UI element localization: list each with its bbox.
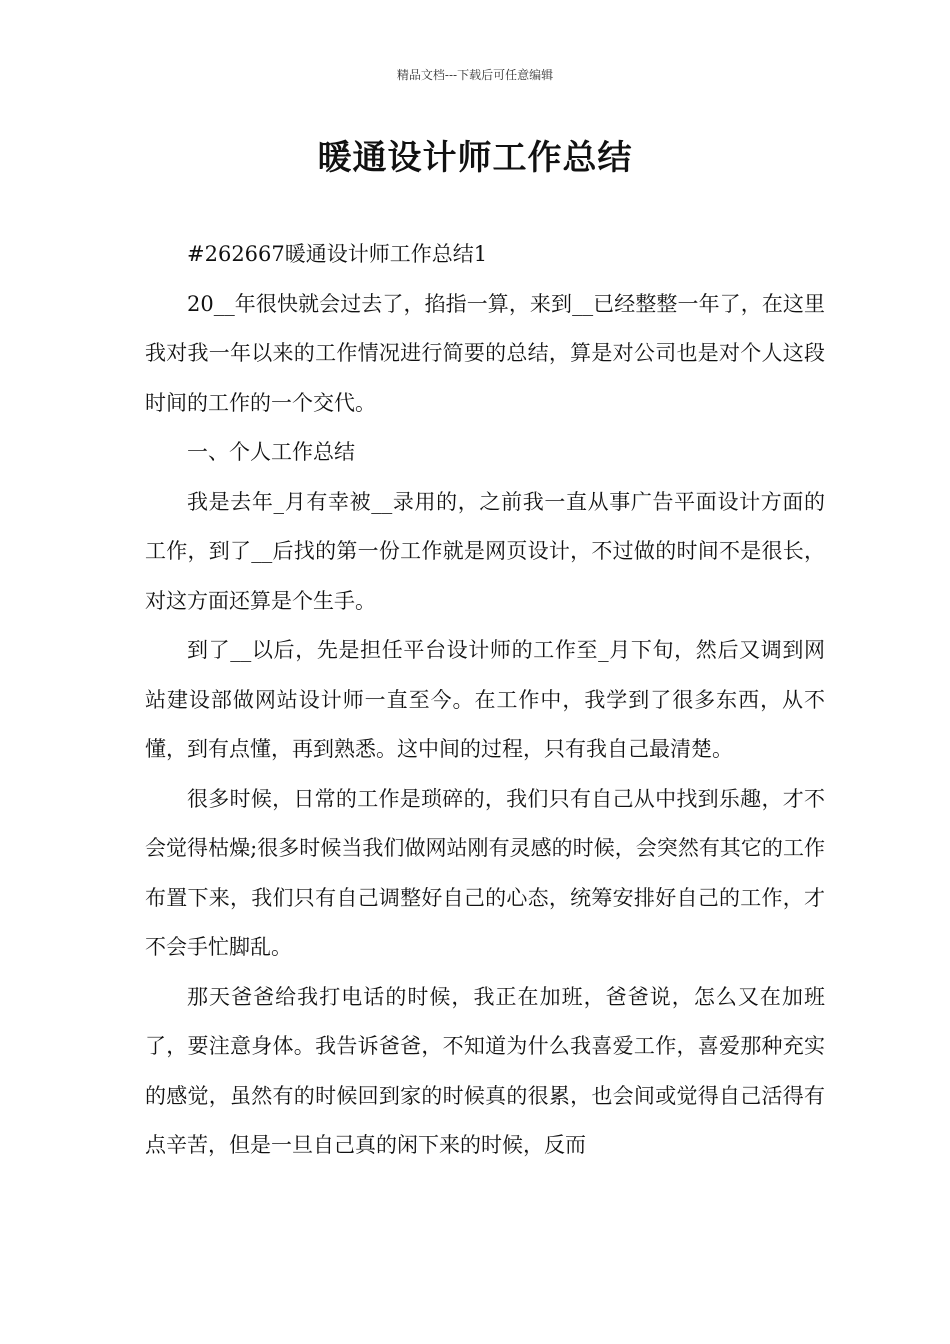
paragraph: 很多时候，日常的工作是琐碎的，我们只有自己从中找到乐趣，才不会觉得枯燥;很多时候当我们做网站刚有灵感的时候，会突然有其它的工作布置下来，我们只有自己调整好自己的心态，统筹安排好自己的工作，才不会手忙脚乱。 [145,786,825,959]
paragraph: 那天爸爸给我打电话的时候，我正在加班，爸爸说，怎么又在加班了，要注意身体。我告诉爸爸，不知道为什么我喜爱工作，喜爱那种充实的感觉，虽然有的时候回到家的时候真的很累，也会间或觉得自己活得有点辛苦，但是一旦自己真的闲下来的时候，反而 [145,984,825,1157]
paragraph: 到了__以后，先是担任平台设计师的工作至_月下旬，然后又调到网站建设部做网站设计师一直至今。在工作中，我学到了很多东西，从不懂，到有点懂，再到熟悉。这中间的过程，只有我自己最清楚。 [145,638,825,761]
section-heading: #262667暖通设计师工作总结1 [187,242,488,266]
paragraph: 20__年很快就会过去了，掐指一算，来到__已经整整一年了，在这里我对我一年以来的工作情况进行简要的总结，算是对公司也是对个人这段时间的工作的一个交代。 [145,291,825,415]
header-note: 精品文档---下载后可任意编辑 [396,68,554,82]
paragraph: 我是去年_月有幸被__录用的，之前我一直从事广告平面设计方面的工作，到了__后找的第一份工作就是网页设计，不过做的时间不是很长，对这方面还算是个生手。 [145,489,825,613]
document-title: 暖通设计师工作总结 [317,138,633,178]
document-body [145,230,825,1171]
subsection-heading: 一、个人工作总结 [187,440,355,464]
